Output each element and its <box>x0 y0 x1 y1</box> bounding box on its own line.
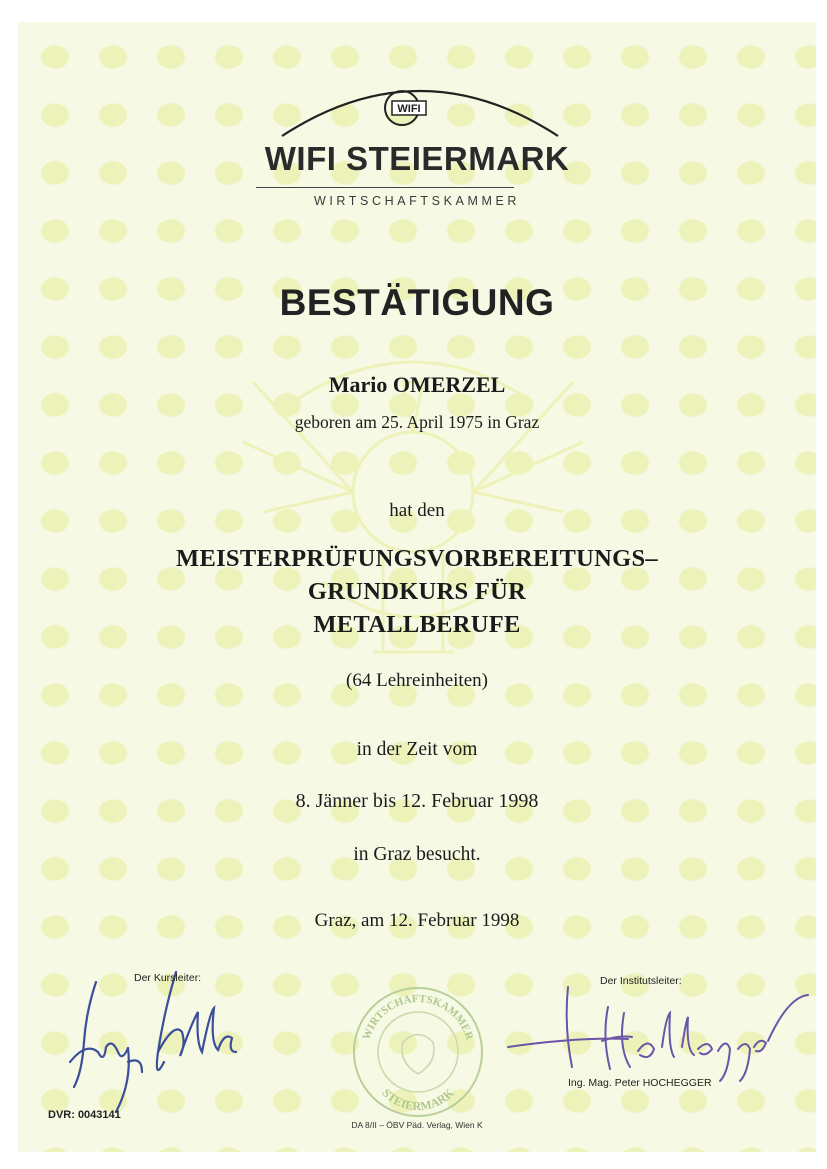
official-seal <box>348 982 488 1122</box>
course-units: (64 Lehreinheiten) <box>346 670 488 691</box>
holder-name: Mario OMERZEL <box>328 372 506 397</box>
imprint-note: DA 8/II – ÖBV Päd. Verlag, Wien K <box>351 1120 483 1130</box>
director-name: Ing. Mag. Peter HOCHEGGER <box>568 1077 712 1089</box>
course-line: METALLBERUFE <box>313 611 521 638</box>
director-label: Der Institutsleiter: <box>600 975 682 987</box>
course-leader-label: Der Kursleiter: <box>134 972 202 984</box>
course-line: MEISTERPRÜFUNGSVORBEREITUNGS– <box>176 545 658 572</box>
logo-wifi-text: WIFI <box>397 103 421 115</box>
course-title <box>18 542 816 641</box>
brand-name: WIFI STEIERMARK <box>264 140 570 177</box>
issue-place-date: Graz, am 12. Februar 1998 <box>314 910 520 931</box>
dvr-number: DVR: 0043141 <box>48 1109 121 1121</box>
period-label: in der Zeit vom <box>356 739 478 760</box>
birth-info: geboren am 25. April 1975 in Graz <box>294 412 540 432</box>
course-line: GRUNDKURS FÜR <box>307 578 527 605</box>
brand-divider <box>256 187 514 188</box>
has-attended-text: hat den <box>389 500 445 521</box>
period-dates: 8. Jänner bis 12. Februar 1998 <box>295 790 539 812</box>
brand-subtitle: WIRTSCHAFTSKAMMER <box>313 194 521 208</box>
document-title: BESTÄTIGUNG <box>279 282 555 323</box>
certificate-paper <box>18 22 816 1152</box>
period-place: in Graz besucht. <box>353 844 481 865</box>
director-signature <box>498 977 816 1087</box>
wifi-logo-emblem <box>280 68 560 138</box>
seal-top-text: WIRTSCHAFTSKAMMER <box>360 992 476 1042</box>
seal-bottom-text: STEIERMARK <box>379 1085 457 1114</box>
